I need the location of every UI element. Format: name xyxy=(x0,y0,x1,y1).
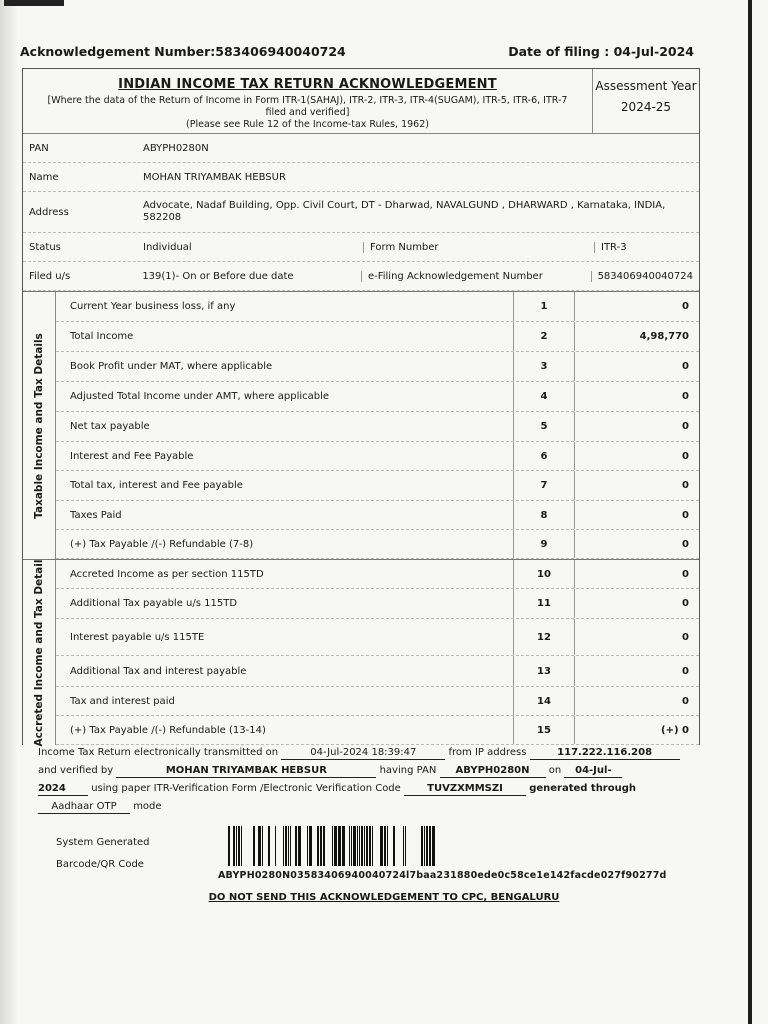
barcode-image xyxy=(228,826,436,866)
row-description: Book Profit under MAT, where applicable xyxy=(70,361,273,372)
row-description: Accreted Income as per section 115TD xyxy=(70,568,264,580)
row-number: 9 xyxy=(513,530,575,558)
row-description: Interest payable u/s 115TE xyxy=(70,631,205,643)
row-number: 1 xyxy=(513,292,575,321)
verification-text: Income Tax Return electronically transmitted on 04-Jul-2024 18:39:47 from IP address 117.222.116.208 and verified by MOHAN TRIYAMBAK HEBSUR having PAN ABYPH0280N on 04-Jul- 2024 using paper ITR-Verification Form /Electronic Verification Code TUVZXMMSZI generated through Aadhaar OTP mode xyxy=(38,744,680,816)
row-description: Additional Tax payable u/s 115TD xyxy=(70,598,238,609)
barcode-block xyxy=(56,826,696,886)
table-row xyxy=(56,589,699,619)
table-row xyxy=(56,322,699,352)
accreted-section-title: Accreted Income and Tax Detail xyxy=(33,559,45,746)
assessment-year: Assessment Year 2024-25 xyxy=(595,79,697,114)
form-header xyxy=(23,69,699,134)
accreted-section xyxy=(23,559,699,745)
row-number: 13 xyxy=(513,656,575,686)
row-value: 0 xyxy=(682,421,689,432)
form-subtitle: [Where the data of the Return of Income in Form ITR-1(SAHAJ), ITR-2, ITR-3, ITR-4(SUGAM), ITR-5, ITR-6, ITR-7 filed and verified] (Please see Rule 12 of the Income-tax Rules, 1962) xyxy=(47,95,568,130)
barcode-labels: System Generated Barcode/QR Code xyxy=(56,837,150,870)
taxable-section-title: Taxable Income and Tax Details xyxy=(33,332,45,519)
row-number: 2 xyxy=(513,322,575,351)
row-number: 3 xyxy=(513,352,575,381)
row-value: 0 xyxy=(682,480,689,491)
name-row: Name MOHAN TRIYAMBAK HEBSUR xyxy=(23,163,699,192)
row-number: 10 xyxy=(513,560,575,588)
row-value: 0 xyxy=(682,301,689,312)
row-description: Interest and Fee Payable xyxy=(70,450,194,462)
row-number: 11 xyxy=(513,589,575,618)
row-description: Total tax, interest and Fee payable xyxy=(70,480,243,491)
filing-date: Date of filing : 04-Jul-2024 xyxy=(508,44,694,59)
table-row xyxy=(56,352,699,382)
row-value: 0 xyxy=(682,695,689,707)
row-number: 14 xyxy=(513,687,575,715)
ack-number: Acknowledgement Number:583406940040724 xyxy=(20,44,346,59)
barcode-text: ABYPH0280N03583406940040724l7baa231880ede0c58ce1e142facde027f90277d xyxy=(218,870,667,881)
row-description: Adjusted Total Income under AMT, where applicable xyxy=(70,391,330,402)
row-number: 7 xyxy=(513,471,575,500)
row-description: Additional Tax and interest payable xyxy=(70,665,247,677)
row-number: 15 xyxy=(513,716,575,744)
table-row xyxy=(56,501,699,530)
row-number: 4 xyxy=(513,382,575,411)
row-number: 12 xyxy=(513,619,575,655)
pan-row: PAN ABYPH0280N xyxy=(23,134,699,163)
row-description: Taxes Paid xyxy=(70,509,122,521)
row-description: Total Income xyxy=(70,331,134,342)
do-not-send-notice: DO NOT SEND THIS ACKNOWLEDGEMENT TO CPC, BENGALURU xyxy=(208,892,560,903)
table-row xyxy=(56,382,699,412)
row-value: 0 xyxy=(682,450,689,462)
row-number: 6 xyxy=(513,442,575,470)
row-value: (+) 0 xyxy=(661,724,689,736)
row-number: 8 xyxy=(513,501,575,529)
ack-form xyxy=(22,68,700,745)
taxable-section xyxy=(23,291,699,559)
row-description: Tax and interest paid xyxy=(70,695,175,707)
table-row xyxy=(56,687,699,716)
row-value: 0 xyxy=(682,361,689,372)
table-row xyxy=(56,716,699,745)
ack-line xyxy=(20,44,694,59)
table-row xyxy=(56,530,699,559)
scan-mark xyxy=(4,0,64,6)
row-value: 4,98,770 xyxy=(639,331,689,342)
address-row: Address Advocate, Nadaf Building, Opp. Civil Court, DT - Dharwad, NAVALGUND , DHARWARD , Karnataka, INDIA, 582208 xyxy=(23,192,699,233)
filed-row: Filed u/s 139(1)- On or Before due date e-Filing Acknowledgement Number 583406940040724 xyxy=(23,262,699,291)
table-row xyxy=(56,656,699,687)
row-value: 0 xyxy=(682,509,689,521)
row-value: 0 xyxy=(682,631,689,643)
table-row xyxy=(56,412,699,442)
row-value: 0 xyxy=(682,665,689,677)
table-row xyxy=(56,292,699,322)
row-description: (+) Tax Payable /(-) Refundable (7-8) xyxy=(70,538,254,550)
table-row xyxy=(56,560,699,589)
table-row xyxy=(56,471,699,501)
status-row: Status Individual Form Number ITR-3 xyxy=(23,233,699,262)
row-description: Net tax payable xyxy=(70,421,150,432)
scan-shadow xyxy=(0,0,18,1024)
form-title: INDIAN INCOME TAX RETURN ACKNOWLEDGEMENT xyxy=(118,77,497,92)
row-value: 0 xyxy=(682,391,689,402)
table-row xyxy=(56,619,699,656)
row-value: 0 xyxy=(682,568,689,580)
table-row xyxy=(56,442,699,471)
row-number: 5 xyxy=(513,412,575,441)
row-value: 0 xyxy=(682,538,689,550)
page-edge xyxy=(748,0,752,1024)
row-value: 0 xyxy=(682,598,689,609)
row-description: Current Year business loss, if any xyxy=(70,301,236,312)
row-description: (+) Tax Payable /(-) Refundable (13-14) xyxy=(70,724,266,736)
